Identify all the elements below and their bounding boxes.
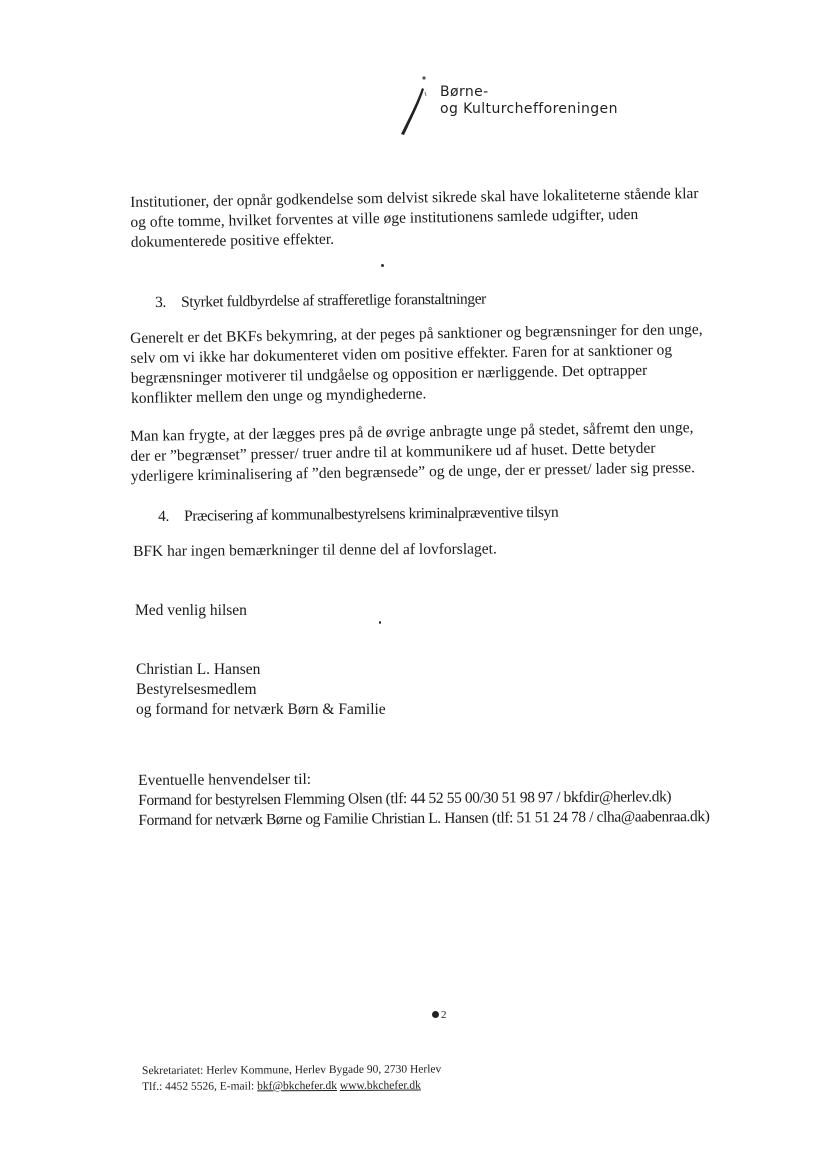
closing-greeting: Med venlig hilsen [135,602,247,619]
page-number [432,1009,447,1021]
organization-name-line2: og Kulturchefforeningen [440,101,618,117]
scan-speck [379,621,381,624]
letterhead [398,74,668,144]
section-heading-4 [158,501,758,527]
text-line: der er ”begrænset” presser/ truer andre til at kommunikere ud af huset. Dette betyder [130,439,656,465]
organization-name [440,84,618,118]
text-line: dokumenterede positive effekter. [130,230,335,251]
paragraph-concern [130,320,731,409]
contact-line: Formand for netværk Børne og Familie Christian L. Hansen (tlf: 51 51 24 78 / clha@aabenraa.dk) [138,808,710,829]
section-title: Styrket fuldbyrdelse af strafferetlige foranstaltninger [181,290,486,311]
signature-block [136,660,736,720]
text-line: og ofte tomme, hvilket forventes at ville øge institutionens samlede udgifter, uden [130,206,639,231]
footer-address: Sekretariatet: Herlev Kommune, Herlev Bygade 90, 2730 Herlev [142,1063,442,1077]
section-number: 3. [155,293,167,311]
signatory-name: Christian L. Hansen [136,661,261,678]
footer-contact-prefix: Tlf.: 4452 5526, E-mail: [142,1080,258,1093]
text-line: selv om vi ikke har dokumenteret viden om positive effekter. Faren for at sanktioner og [130,341,673,367]
email-link[interactable]: bkf@bkchefer.dk [257,1079,338,1093]
paragraph-institutions [130,184,731,253]
section-heading-3 [155,287,755,313]
website-link[interactable]: www.bkchefer.dk [339,1079,421,1092]
scan-speck [381,264,384,267]
signatory-role: og formand for netværk Børn & Familie [136,701,386,718]
text-line: Man kan frygte, at der lægges pres på de øvrige anbragte unge på stedet, såfremt den unge, [130,419,694,445]
text-line: konflikter mellem den unge og myndighederne. [130,385,427,407]
section-number: 4. [158,507,170,525]
bullet-icon [432,1011,439,1018]
contact-line: Formand for bestyrelsen Flemming Olsen (tlf: 44 52 55 00/30 51 98 97 / bkfdir@herlev.dk) [138,788,672,809]
text-line: Generelt er det BKFs bekymring, at der peges på sanktioner og begrænsninger for den unge, [130,321,703,347]
text-line: yderligere kriminalisering af ”den begrænsede” og de unge, der er presset/ lader sig presse. [130,459,696,485]
text-line: begrænsninger motiverer til undgåelse og opposition er nærliggende. Det optrapper [130,361,648,387]
footer [142,1061,441,1095]
text-line: Institutioner, der opnår godkendelse som delvist sikrede skal have lokaliteterne stående klar [130,185,699,211]
organization-logo-icon [398,74,438,140]
contact-intro: Eventuelle henvendelser til: [138,770,312,789]
page-number-value: 2 [441,1009,447,1021]
organization-name-line1: Børne- [440,84,489,100]
footer-contact [142,1077,441,1095]
signatory-title: Bestyrelsesmedlem [136,681,257,698]
paragraph-pressure [130,418,731,487]
contact-block [138,767,758,831]
section-title: Præcisering af kommunalbestyrelsens kriminalpræventive tilsyn [184,503,559,525]
paragraph-no-remarks: BFK har ingen bemærkninger til denne del af lovforslaget. [133,540,497,560]
